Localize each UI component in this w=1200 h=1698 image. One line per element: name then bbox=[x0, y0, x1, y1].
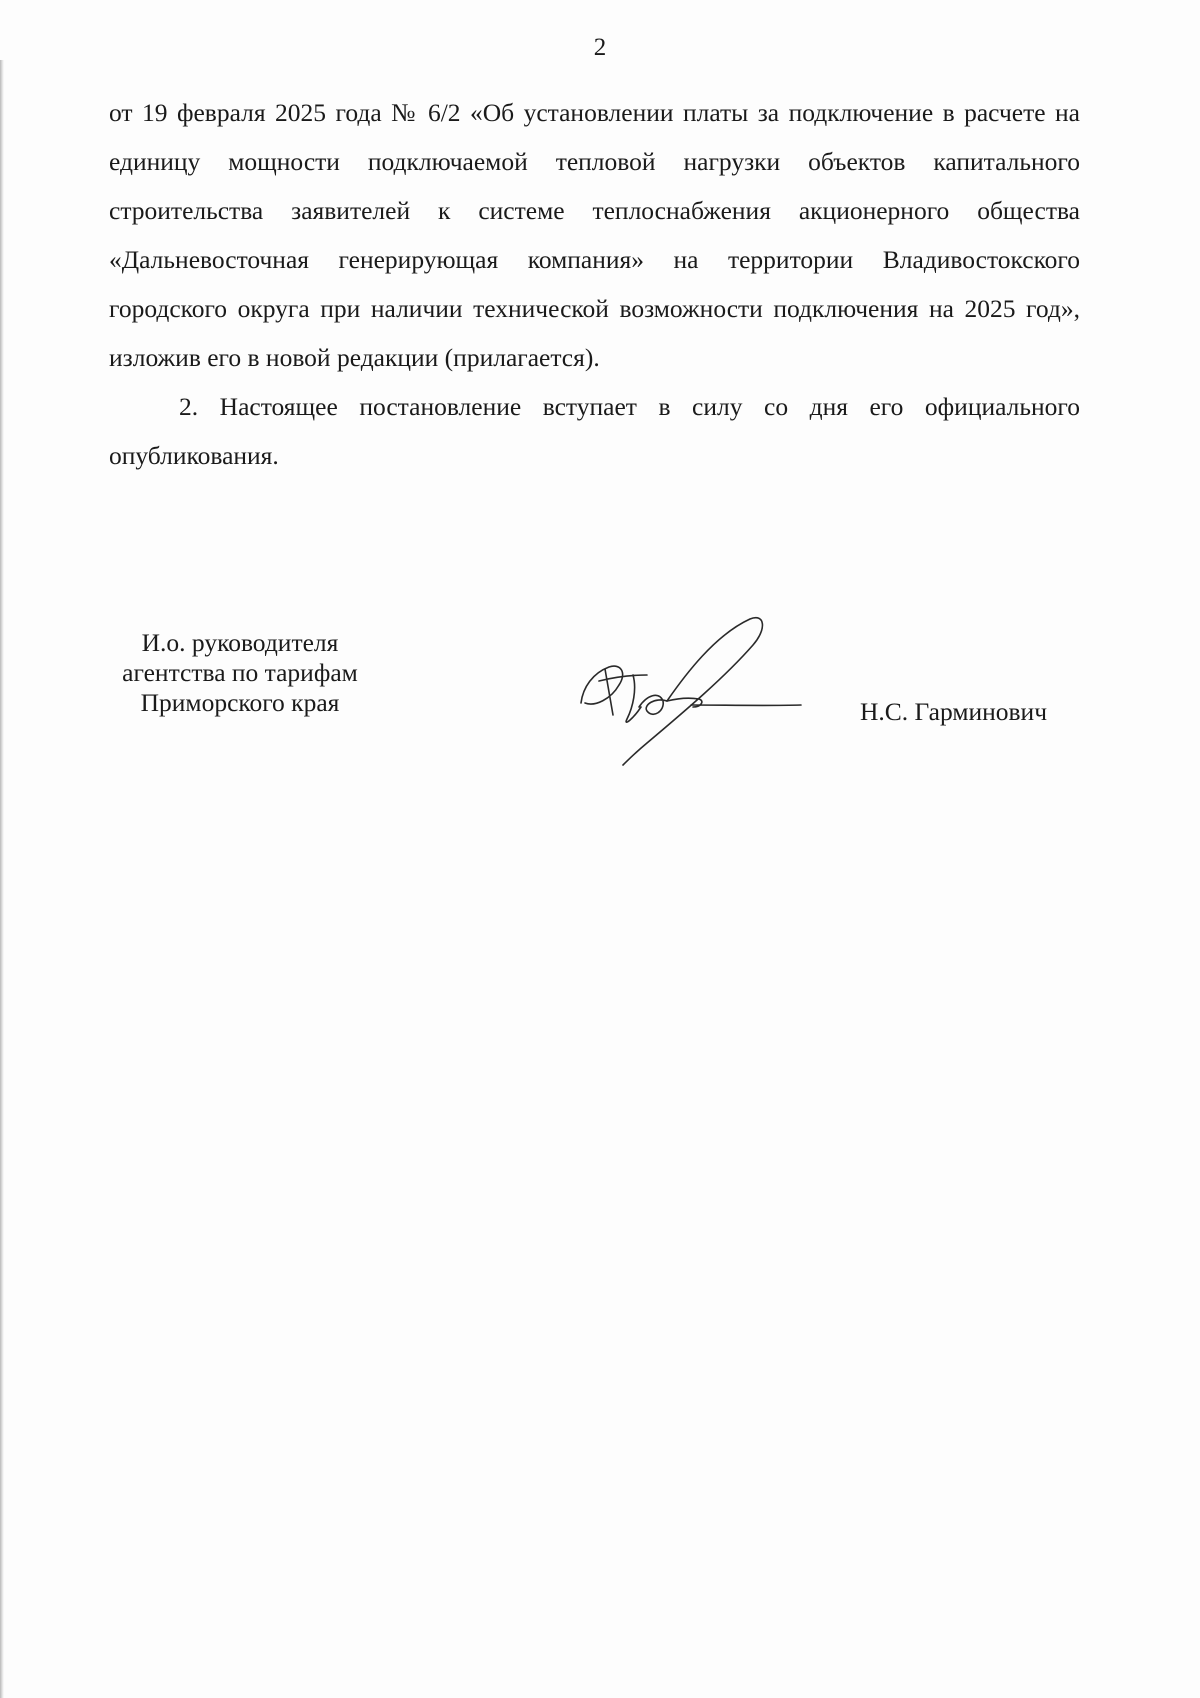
document-body bbox=[109, 88, 1080, 480]
handwritten-signature bbox=[575, 615, 815, 770]
paragraph-item-2: 2. Настоящее постановление вступает в силу со дня его официального опубликования. bbox=[109, 392, 1080, 470]
scan-edge-shadow bbox=[0, 60, 4, 1698]
signer-position-line: Приморского края bbox=[140, 688, 340, 717]
signer-position-line: агентства по тарифам bbox=[122, 658, 358, 687]
signer-name: Н.С. Гарминович bbox=[860, 697, 1048, 726]
signer-position-line: И.о. руководителя bbox=[141, 628, 339, 657]
signer-position bbox=[100, 628, 380, 718]
page-number: 2 bbox=[593, 34, 607, 61]
paragraph-continuation: от 19 февраля 2025 года № 6/2 «Об установлении платы за подключение в расчете на единицу мощности подключаемой тепловой нагрузки объектов капитального строительства заявителей к системе теплоснабжения акционерного общества «Дальневосточная генерирующая компания» на территории Владивостокского городского округа при наличии технической возможности подключения на 2025 год», изложив его в новой редакции (прилагается). bbox=[109, 98, 1080, 372]
